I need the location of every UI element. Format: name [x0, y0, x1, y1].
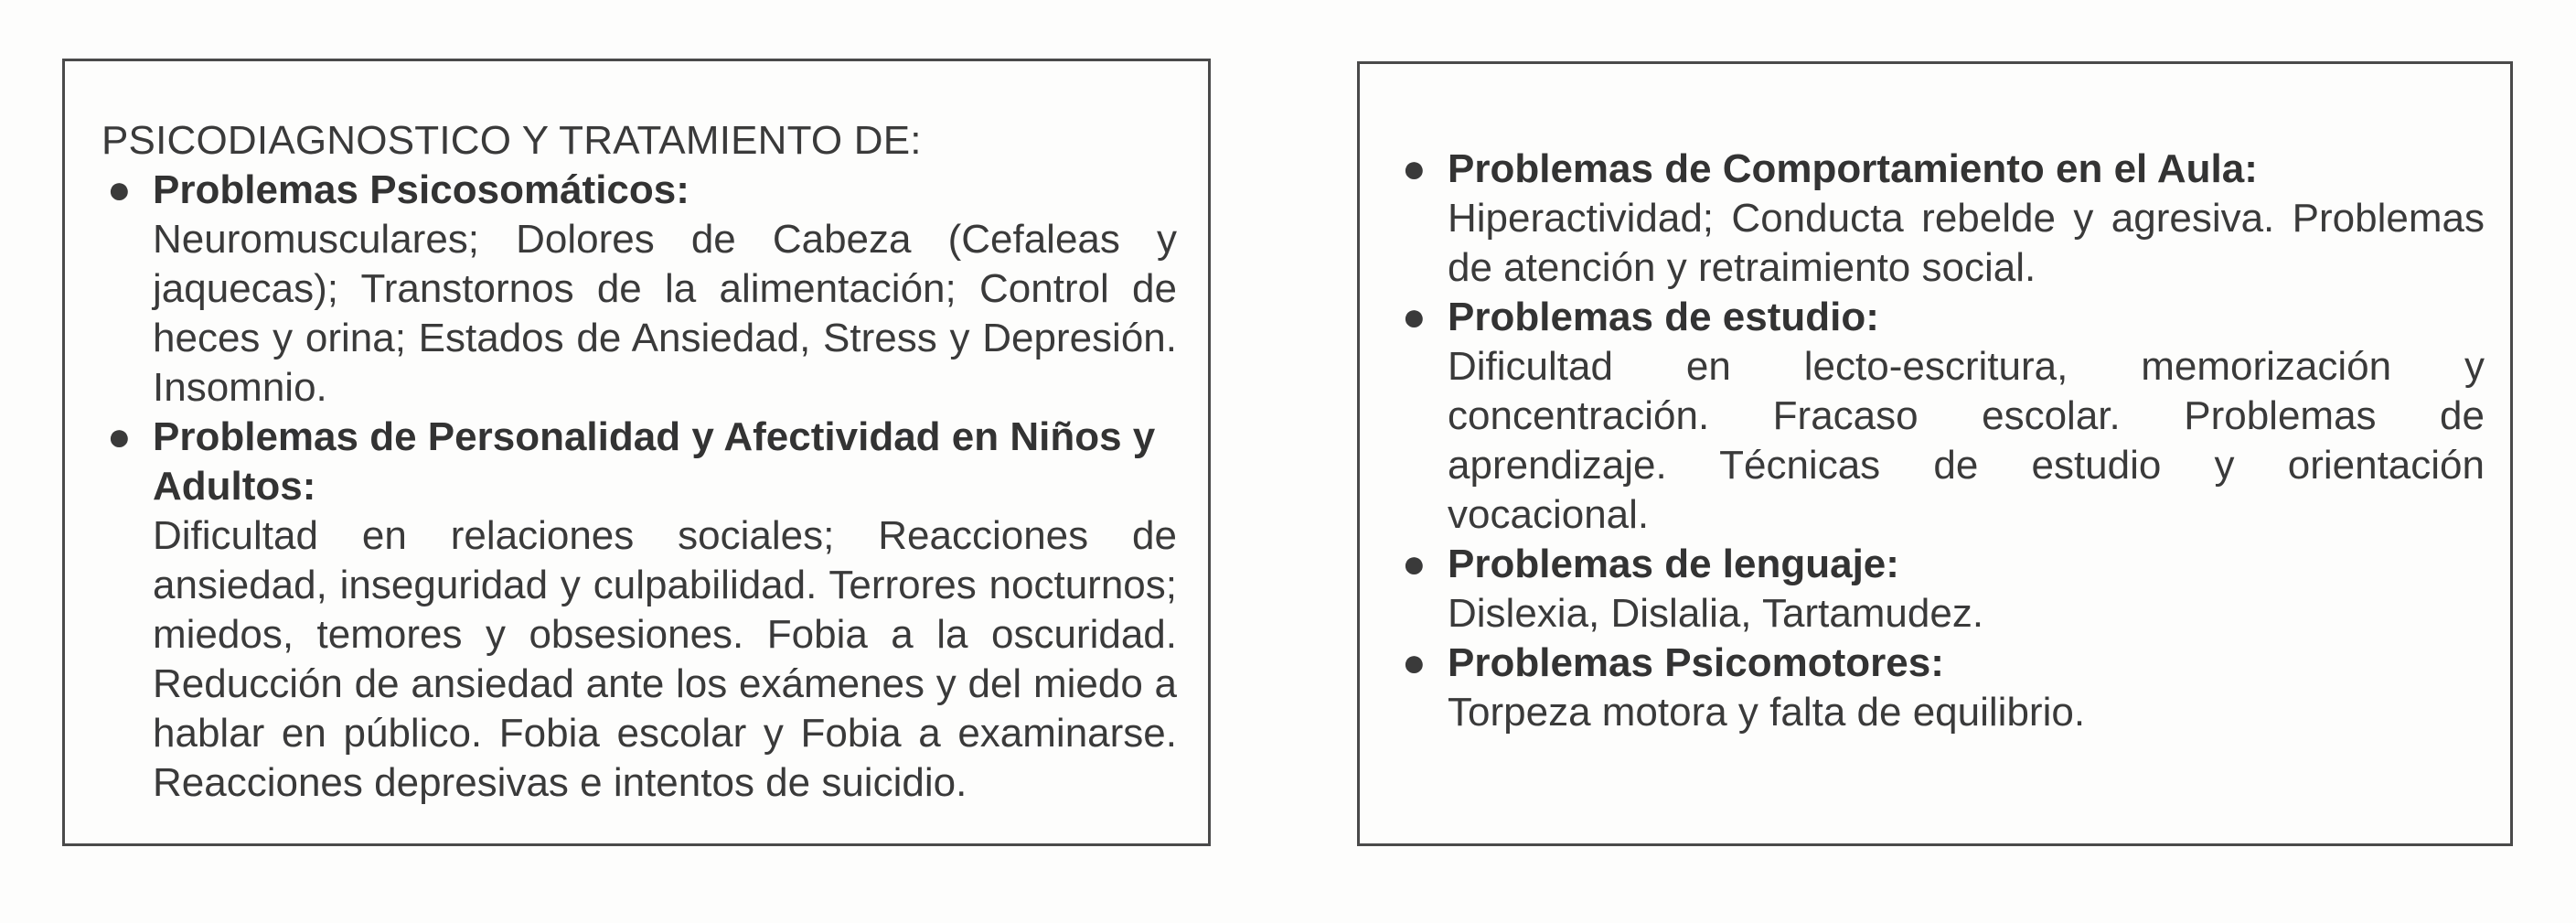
item-body: Dificultad en lecto-escritura, memorización y concentración. Fracaso escolar. Problemas de aprendizaje. Técnicas de estudio y orientación vocacional.	[1448, 344, 2485, 537]
left-panel	[62, 59, 1211, 846]
item-title: Problemas de Personalidad y Afectividad en Niños y Adultos:	[153, 414, 1156, 509]
item-body: Torpeza motora y falta de equilibrio.	[1448, 690, 2086, 735]
item-body: Neuromusculares; Dolores de Cabeza (Cefaleas y jaquecas); Transtornos de la alimentación; Control de heces y orina; Estados de Ansiedad, Stress y Depresión. Insomnio.	[153, 217, 1177, 410]
list-item	[1396, 293, 2485, 540]
list-item	[102, 166, 1177, 413]
bullet-icon: ●	[107, 167, 132, 212]
item-body: Hiperactividad; Conducta rebelde y agresiva. Problemas de atención y retraimiento social.	[1448, 196, 2485, 290]
list-item	[102, 413, 1177, 808]
right-panel	[1357, 61, 2513, 846]
item-body: Dificultad en relaciones sociales; Reacciones de ansiedad, inseguridad y culpabilidad. Terrores nocturnos; miedos, temores y obsesiones. Fobia a la oscuridad. Reducción de ansiedad ante los exámenes y del miedo a hablar en público. Fobia escolar y Fobia a examinarse. Reacciones depresivas e intentos de suicidio.	[153, 513, 1177, 805]
bullet-icon: ●	[1402, 542, 1427, 586]
list-item	[1396, 540, 2485, 639]
bullet-icon: ●	[107, 414, 132, 459]
item-title: Problemas de lenguaje:	[1448, 542, 1899, 586]
item-title: Problemas Psicosomáticos:	[153, 167, 689, 212]
bullet-icon: ●	[1402, 640, 1427, 685]
problem-list-right	[1396, 145, 2485, 737]
item-title: Problemas Psicomotores:	[1448, 640, 1944, 685]
item-title: Problemas de Comportamiento en el Aula:	[1448, 146, 2258, 191]
problem-list-left	[102, 166, 1177, 808]
item-title: Problemas de estudio:	[1448, 295, 1879, 339]
item-body: Dislexia, Dislalia, Tartamudez.	[1448, 591, 1984, 636]
list-item	[1396, 639, 2485, 737]
list-item	[1396, 145, 2485, 293]
bullet-icon: ●	[1402, 146, 1427, 191]
bullet-icon: ●	[1402, 295, 1427, 339]
panel-heading: PSICODIAGNOSTICO Y TRATAMIENTO DE:	[102, 118, 922, 163]
